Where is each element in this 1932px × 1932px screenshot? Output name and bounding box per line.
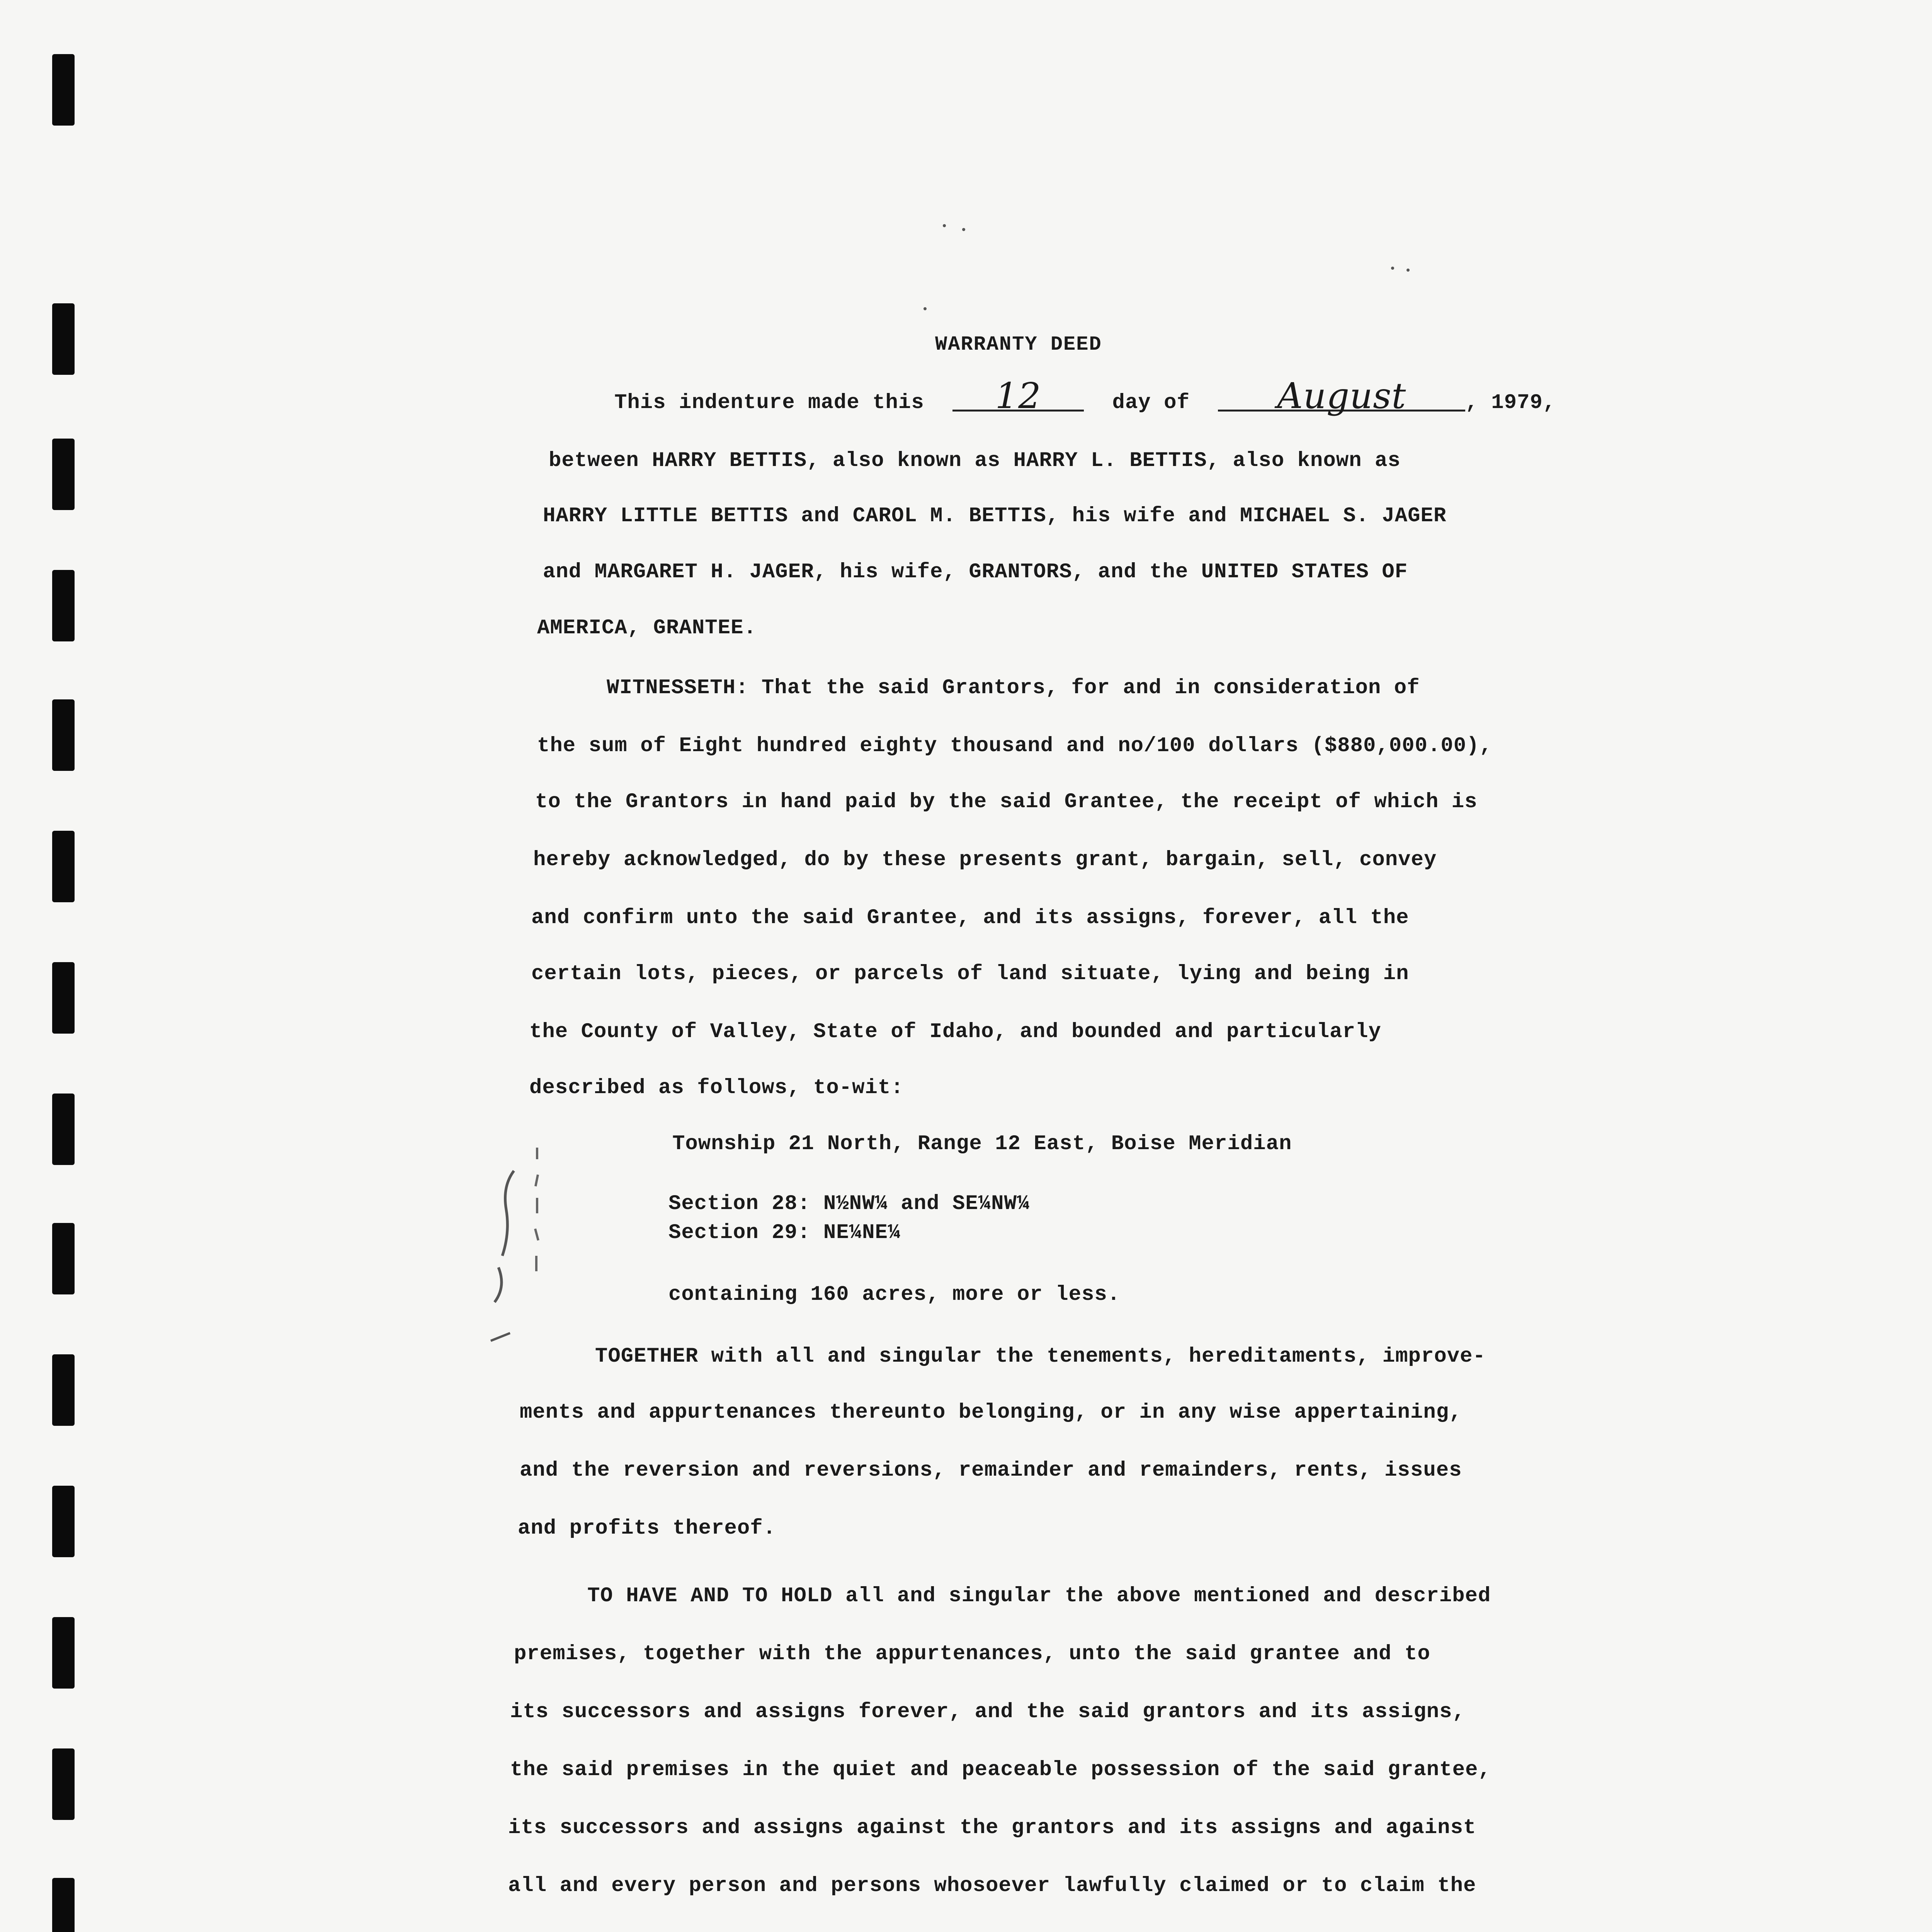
text-line: its successors and assigns forever, and the said grantors and its assigns, bbox=[510, 1700, 1465, 1724]
indenture-day-of: day of bbox=[1112, 391, 1190, 415]
text-line: and MARGARET H. JAGER, his wife, GRANTORS, and the UNITED STATES OF bbox=[543, 560, 1408, 584]
text-line: AMERICA, GRANTEE. bbox=[537, 616, 757, 640]
text-line: the County of Valley, State of Idaho, and bounded and particularly bbox=[529, 1020, 1381, 1044]
text-line: premises, together with the appurtenances, unto the said grantee and to bbox=[514, 1642, 1430, 1666]
page-title: WARRANTY DEED bbox=[935, 333, 1102, 356]
text-line: to the Grantors in hand paid by the said Grantee, the receipt of which is bbox=[535, 790, 1478, 814]
margin-stamp-mark bbox=[479, 1140, 549, 1360]
handwritten-day: 12 bbox=[952, 383, 1084, 412]
legal-description-line: Section 28: N½NW¼ and SE¼NW¼ bbox=[668, 1192, 1030, 1216]
indenture-year: , 1979, bbox=[1465, 391, 1556, 415]
text-line: between HARRY BETTIS, also known as HARRY L. BETTIS, also known as bbox=[549, 449, 1401, 473]
text-line: described as follows, to-wit: bbox=[529, 1076, 904, 1100]
text-line: and confirm unto the said Grantee, and its assigns, forever, all the bbox=[531, 906, 1409, 930]
text-line: and profits thereof. bbox=[518, 1517, 776, 1540]
text-line: the said premises in the quiet and peaceable possession of the said grantee, bbox=[510, 1758, 1491, 1782]
indenture-prefix: This indenture made this bbox=[614, 391, 924, 415]
text-line: TO HAVE AND TO HOLD all and singular the above mentioned and described bbox=[587, 1584, 1491, 1608]
text-line: and the reversion and reversions, remainder and remainders, rents, issues bbox=[520, 1459, 1462, 1482]
text-line: HARRY LITTLE BETTIS and CAROL M. BETTIS, his wife and MICHAEL S. JAGER bbox=[543, 504, 1447, 528]
text-line: WITNESSETH: That the said Grantors, for and in consideration of bbox=[607, 676, 1420, 700]
indenture-line bbox=[614, 375, 1556, 417]
text-line: all and every person and persons whosoever lawfully claimed or to claim the bbox=[508, 1874, 1476, 1898]
text-line: certain lots, pieces, or parcels of land situate, lying and being in bbox=[531, 962, 1409, 986]
text-line: hereby acknowledged, do by these presents grant, bargain, sell, convey bbox=[533, 848, 1437, 872]
text-line: the sum of Eight hundred eighty thousand and no/100 dollars ($880,000.00), bbox=[537, 734, 1492, 758]
legal-description-line: Section 29: NE¼NE¼ bbox=[668, 1221, 901, 1245]
text-line: ments and appurtenances thereunto belonging, or in any wise appertaining, bbox=[520, 1401, 1462, 1424]
text-line: TOGETHER with all and singular the tenements, hereditaments, improve- bbox=[595, 1345, 1486, 1368]
legal-description-line: containing 160 acres, more or less. bbox=[668, 1283, 1121, 1306]
handwritten-month: August bbox=[1218, 383, 1465, 412]
legal-description-line: Township 21 North, Range 12 East, Boise Meridian bbox=[672, 1132, 1292, 1156]
text-line: its successors and assigns against the grantors and its assigns and against bbox=[508, 1816, 1476, 1840]
